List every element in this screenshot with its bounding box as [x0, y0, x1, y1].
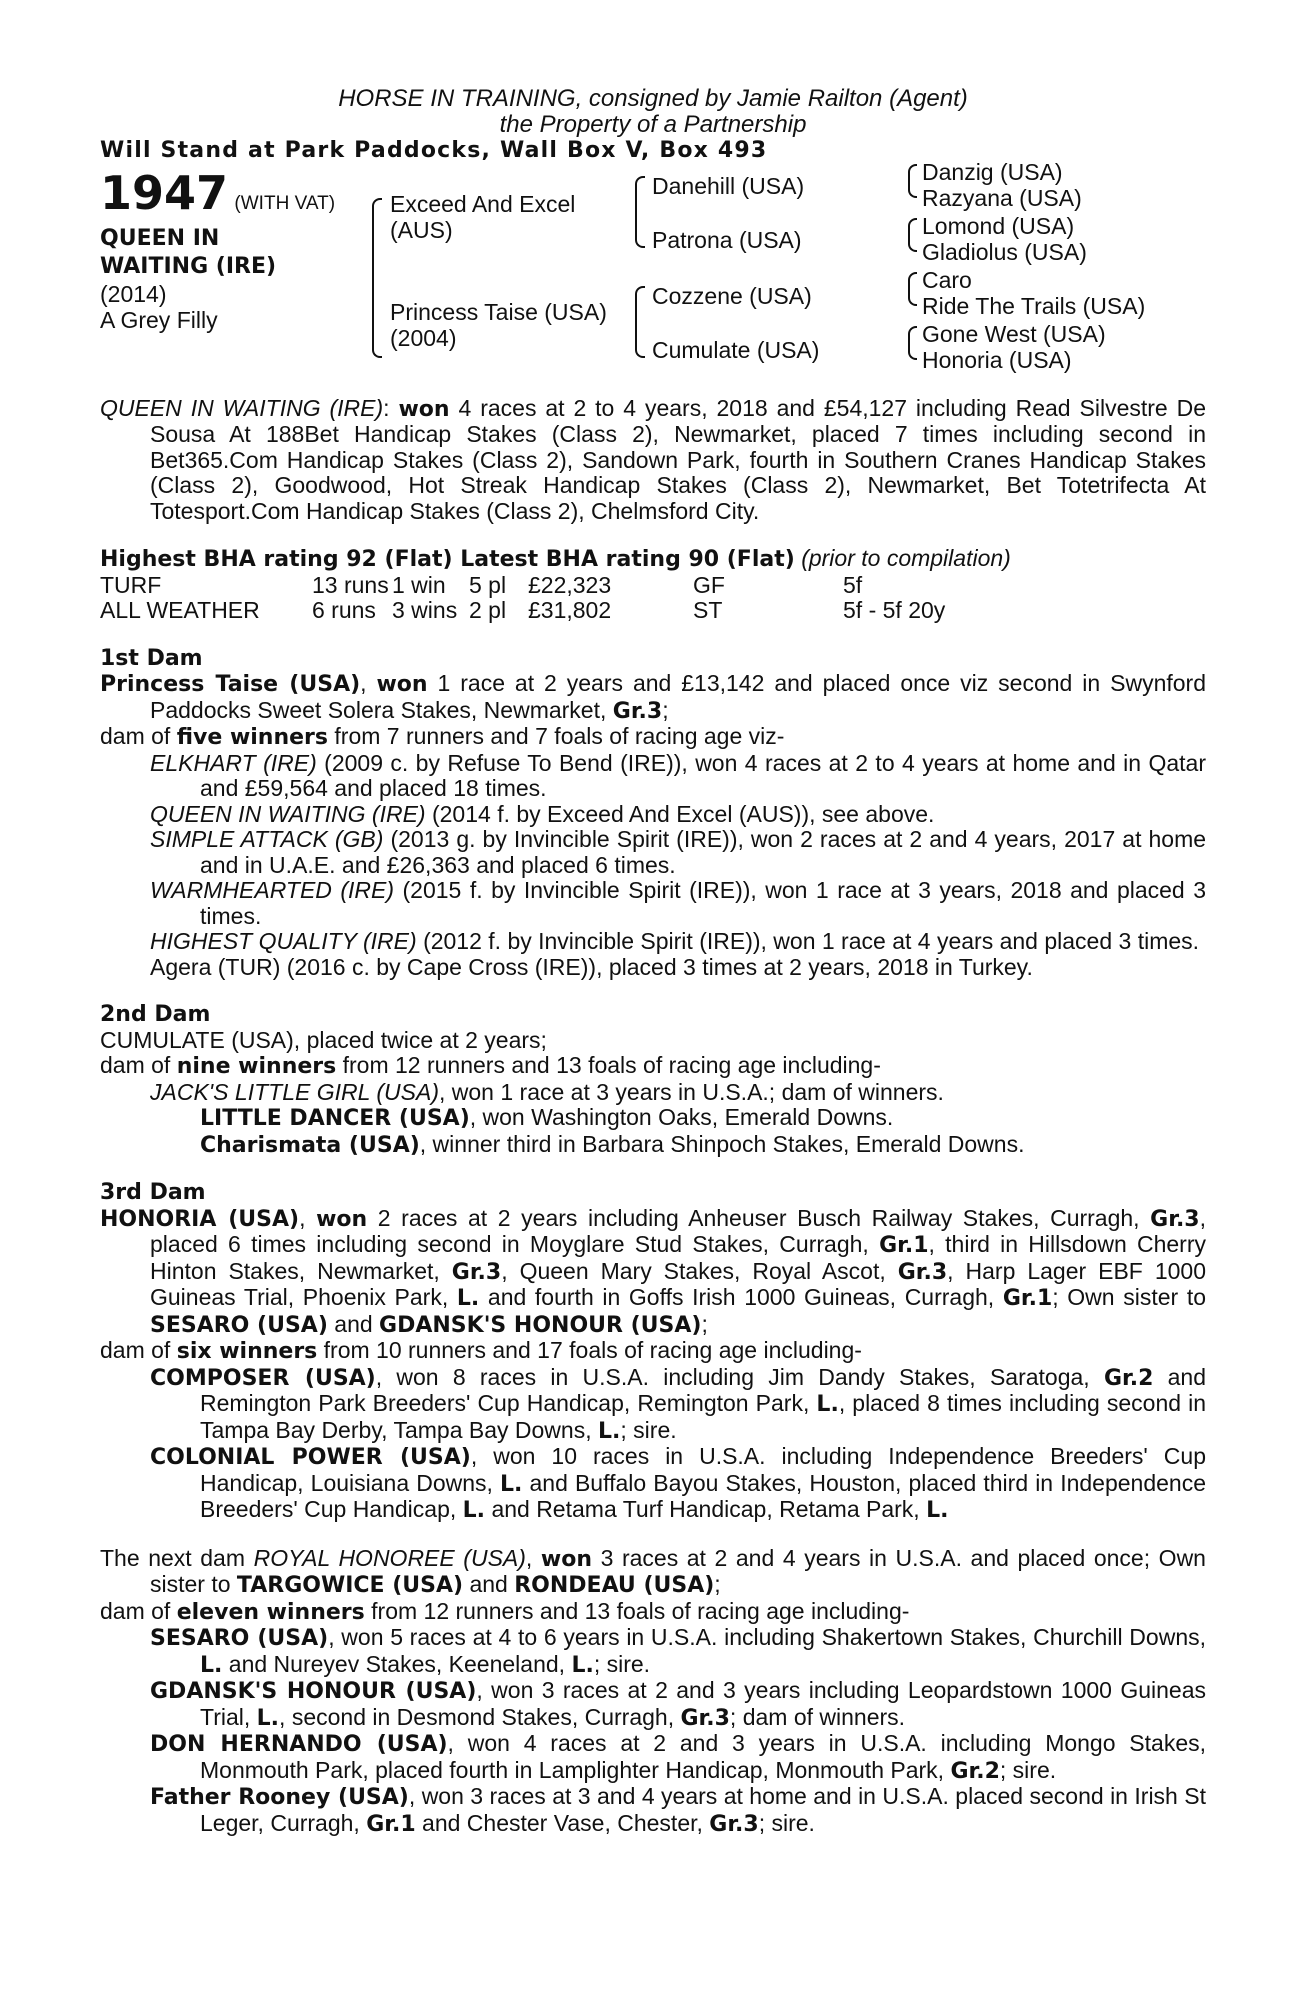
ssd-name: Razyana (USA) [922, 184, 1082, 211]
next-dam-section [100, 1546, 1206, 1838]
foal-5: HIGHEST QUALITY (IRE) (2012 f. by Invincible Spirit (IRE)), won 1 race at 4 years and placed 3 times. [150, 928, 1200, 954]
sesaro: SESARO (USA), won 5 races at 4 to 6 years in U.S.A. including Shakertown Stakes, Churchill Downs, L. and Nureyev Stakes, Keeneland, L.; sire. [150, 1624, 1206, 1678]
lot-number: 1947 [100, 165, 229, 220]
second-dam-record: CUMULATE (USA), placed twice at 2 years; [100, 1026, 547, 1053]
dam-name: Princess Taise (USA) [390, 298, 607, 325]
foal-1: ELKHART (IRE) (2009 c. by Refuse To Bend (IRE)), won 4 races at 2 to 4 years at home and in Qatar and £59,564 and placed 18 times. [150, 749, 1207, 801]
foal-3: SIMPLE ATTACK (GB) (2013 g. by Invincible Spirit (IRE)), won 2 races at 2 and 4 years, 2017 at home and in U.A.E. and £26,363 and placed 6 times. [150, 826, 1207, 878]
dd-name: Cumulate (USA) [652, 336, 820, 363]
foal-6: Agera (TUR) (2016 c. by Cape Cross (IRE)), placed 3 times at 2 years, 2018 in Turkey. [150, 953, 1033, 980]
third-dam-produce: dam of six winners from 10 runners and 17 foals of racing age including- [100, 1337, 862, 1364]
ss-name: Danehill (USA) [652, 172, 805, 199]
don-hernando: DON HERNANDO (USA), won 4 races at 2 and 3 years in U.S.A. including Mongo Stakes, Monmouth Park, placed fourth in Lamplighter Handicap, Monmouth Park, Gr.2; sire. [150, 1730, 1207, 1784]
first-dam-section [100, 646, 1206, 981]
dds-name: Gone West (USA) [922, 320, 1106, 347]
rating-note: (prior to compilation) [801, 545, 1011, 571]
race-summary: QUEEN IN WAITING (IRE): won 4 races at 2 to 4 years, 2018 and £54,127 including Read Silvestre De Sousa At 188Bet Handicap Stakes (Class 2), Newmarket, placed 7 times including second in Bet365.Com Handicap Stakes (Class 2), Sandown Park, fourth in Southern Cranes Handicap Stakes (Class 2), Goodwood, Hot Streak Handicap Stakes (Class 2), Newmarket, Bet Totetrifecta At Totesport.Com Handicap Stakes (Class 2), Chelmsford City. [100, 394, 1207, 524]
first-dam-record: Princess Taise (USA), won 1 race at 2 years and £13,142 and placed once viz second in Swynford Paddocks Sweet Solera Stakes, Newmarket, Gr.3; [100, 670, 1206, 724]
brace-sd [908, 218, 917, 252]
jacks-little-girl: JACK'S LITTLE GIRL (USA), won 1 race at 3 years in U.S.A.; dam of winners. [150, 1078, 944, 1105]
third-dam-record: HONORIA (USA), won 2 races at 2 years including Anheuser Busch Railway Stakes, Curragh, Gr.3, placed 6 times including second in Moyglare Stud Stakes, Curragh, Gr.1, third in Hillsdown Cherry Hinton Stakes, Newmarket, Gr.3, Queen Mary Stakes, Royal Ascot, Gr.3, Harp Lager EBF 1000 Guineas Trial, Phoenix Park, L. and fourth in Goffs Irish 1000 Guineas, Curragh, Gr.1; Own sister to SESARO (USA) and GDANSK'S HONOUR (USA); [100, 1204, 1207, 1338]
consignor-line: HORSE IN TRAINING, consigned by Jamie Railton (Agent) [338, 85, 968, 112]
sss-name: Danzig (USA) [922, 158, 1063, 185]
pedigree-block [100, 158, 1206, 414]
brace-ds [908, 272, 917, 306]
little-dancer: LITTLE DANCER (USA), won Washington Oaks, Emerald Downs. [200, 1104, 894, 1131]
brace-dam [635, 286, 645, 358]
gdansks-honour: GDANSK'S HONOUR (USA), won 3 races at 2 and 3 years including Leopardstown 1000 Guineas Trial, L., second in Desmond Stakes, Curragh, Gr.3; dam of winners. [150, 1677, 1206, 1731]
colonial-power: COLONIAL POWER (USA), won 10 races in U.S.A. including Independence Breeders' Cup Handicap, Louisiana Downs, L. and Buffalo Bayou Stakes, Houston, placed third in Independence Breeders' Cup Handicap, L. and Retama Turf Handicap, Retama Park, L. [150, 1443, 1207, 1523]
foal-2: QUEEN IN WAITING (IRE) (2014 f. by Exceed And Excel (AUS)), see above. [150, 800, 935, 827]
dsd-name: Ride The Trails (USA) [922, 292, 1146, 319]
horse-name-2: WAITING (IRE) [100, 253, 277, 279]
sire-name: Exceed And Excel [390, 190, 576, 217]
charismata: Charismata (USA), winner third in Barbara Shinpoch Stakes, Emerald Downs. [200, 1130, 1025, 1158]
ratings-block [100, 546, 1206, 624]
horse-year: (2014) [100, 280, 167, 307]
horse-name-1: QUEEN IN [100, 225, 220, 251]
bha-rating: Highest BHA rating 92 (Flat) Latest BHA rating 90 (Flat) [100, 547, 795, 572]
ddd-name: Honoria (USA) [922, 346, 1072, 373]
brace-ss [908, 164, 917, 198]
second-dam-section [100, 1002, 1206, 1158]
brace-main [372, 198, 382, 358]
next-dam-record: The next dam ROYAL HONOREE (USA), won 3 races at 2 and 4 years in U.S.A. and placed once; Own sister to TARGOWICE (USA) and RONDEAU (USA); [100, 1544, 1206, 1598]
sds-name: Lomond (USA) [922, 212, 1075, 239]
brace-sire [635, 176, 645, 248]
father-rooney: Father Rooney (USA), won 3 races at 3 and 4 years at home and in U.S.A. placed second in Irish St Leger, Curragh, Gr.1 and Chester Vase, Chester, Gr.3; sire. [150, 1783, 1207, 1837]
ds-name: Cozzene (USA) [652, 282, 812, 309]
third-dam-section [100, 1180, 1206, 1524]
third-dam-heading: 3rd Dam [100, 1180, 206, 1205]
perf-row-aw: ALL WEATHER 6 runs 3 wins 2 pl £31,802 ST 5f - 5f 20y [100, 597, 946, 623]
composer: COMPOSER (USA), won 8 races in U.S.A. including Jim Dandy Stakes, Saratoga, Gr.2 and Remington Park Breeders' Cup Handicap, Remington Park, L., placed 8 times including second in Tampa Bay Derby, Tampa Bay Downs, L.; sire. [150, 1363, 1207, 1444]
dam-year: (2004) [390, 324, 457, 351]
dss-name: Caro [922, 266, 972, 293]
sdd-name: Gladiolus (USA) [922, 238, 1087, 265]
horse-description: A Grey Filly [100, 306, 218, 333]
first-dam-heading: 1st Dam [100, 645, 203, 671]
sire-origin: (AUS) [390, 216, 453, 243]
sd-name: Patrona (USA) [652, 226, 802, 253]
next-dam-produce: dam of eleven winners from 12 runners and 13 foals of racing age including- [100, 1597, 910, 1625]
foal-4: WARMHEARTED (IRE) (2015 f. by Invincible Spirit (IRE)), won 1 race at 3 years, 2018 and placed 3 times. [150, 877, 1206, 929]
vat-label: (WITH VAT) [234, 192, 336, 214]
second-dam-heading: 2nd Dam [100, 1002, 211, 1027]
perf-row-turf: TURF 13 runs 1 win 5 pl £22,323 GF 5f [100, 571, 863, 598]
first-dam-produce: dam of five winners from 7 runners and 7 foals of racing age viz- [100, 723, 785, 750]
box-line: Will Stand at Park Paddocks, Wall Box V, Box 493 [100, 138, 768, 163]
brace-dd [908, 326, 917, 360]
catalogue-page [100, 86, 1206, 1837]
second-dam-produce: dam of nine winners from 12 runners and 13 foals of racing age including- [100, 1052, 881, 1079]
property-line: the Property of a Partnership [499, 111, 807, 138]
